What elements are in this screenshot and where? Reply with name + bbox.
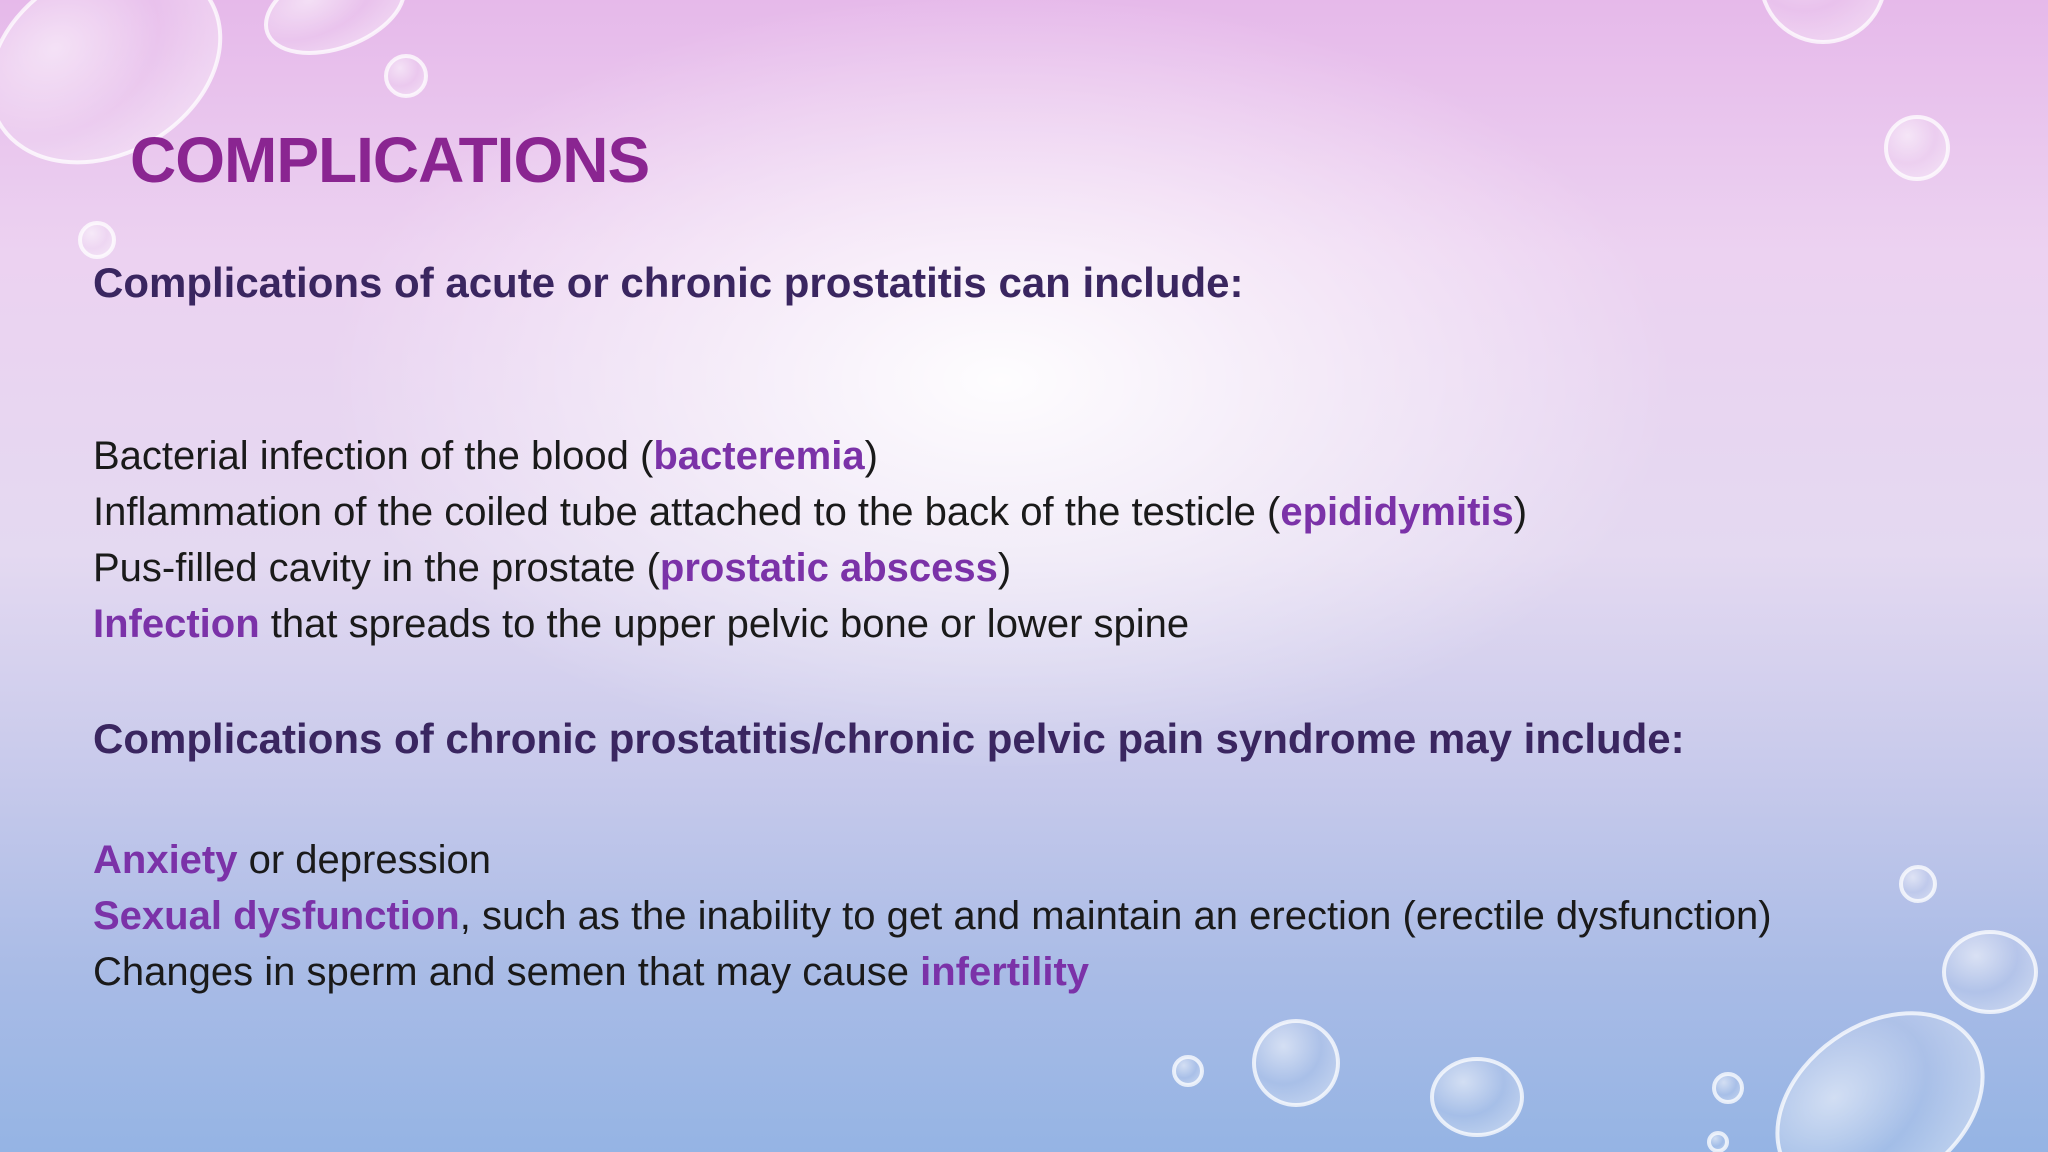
highlight-term: Anxiety <box>93 838 238 882</box>
highlight-term: Infection <box>93 602 260 646</box>
complication-item: Sexual dysfunction, such as the inability to get and maintain an erection (erectile dysfunction) <box>93 894 1772 938</box>
highlight-term: prostatic abscess <box>659 546 998 590</box>
highlight-term: Sexual dysfunction <box>93 894 460 938</box>
highlight-term: infertility <box>920 950 1090 994</box>
droplet <box>1944 932 2036 1012</box>
droplet <box>1174 1057 1202 1085</box>
complication-item: Pus-filled cavity in the prostate (prostatic abscess) <box>93 546 1012 590</box>
complication-item: Changes in sperm and semen that may cause infertility <box>93 950 1090 994</box>
section1-heading: Complications of acute or chronic prostatitis can include: <box>93 259 1244 306</box>
slide-title: COMPLICATIONS <box>130 124 650 196</box>
droplet <box>1886 117 1948 179</box>
droplet <box>386 56 426 96</box>
droplet <box>1761 0 1885 42</box>
highlight-term: bacteremia <box>653 434 865 478</box>
complication-item: Anxiety or depression <box>93 838 491 882</box>
droplet <box>1254 1021 1338 1105</box>
droplet <box>80 223 114 257</box>
droplet <box>1432 1059 1522 1135</box>
complication-item: Infection that spreads to the upper pelvic bone or lower spine <box>93 602 1190 646</box>
complication-item: Bacterial infection of the blood (bacteremia) <box>93 434 878 478</box>
droplet <box>1901 867 1935 901</box>
highlight-term: epididymitis <box>1280 490 1514 534</box>
droplet <box>1709 1133 1727 1151</box>
complication-item: Inflammation of the coiled tube attached to the back of the testicle (epididymitis) <box>93 490 1528 534</box>
droplet <box>1714 1074 1742 1102</box>
section2-heading: Complications of chronic prostatitis/chronic pelvic pain syndrome may include: <box>93 715 1685 762</box>
